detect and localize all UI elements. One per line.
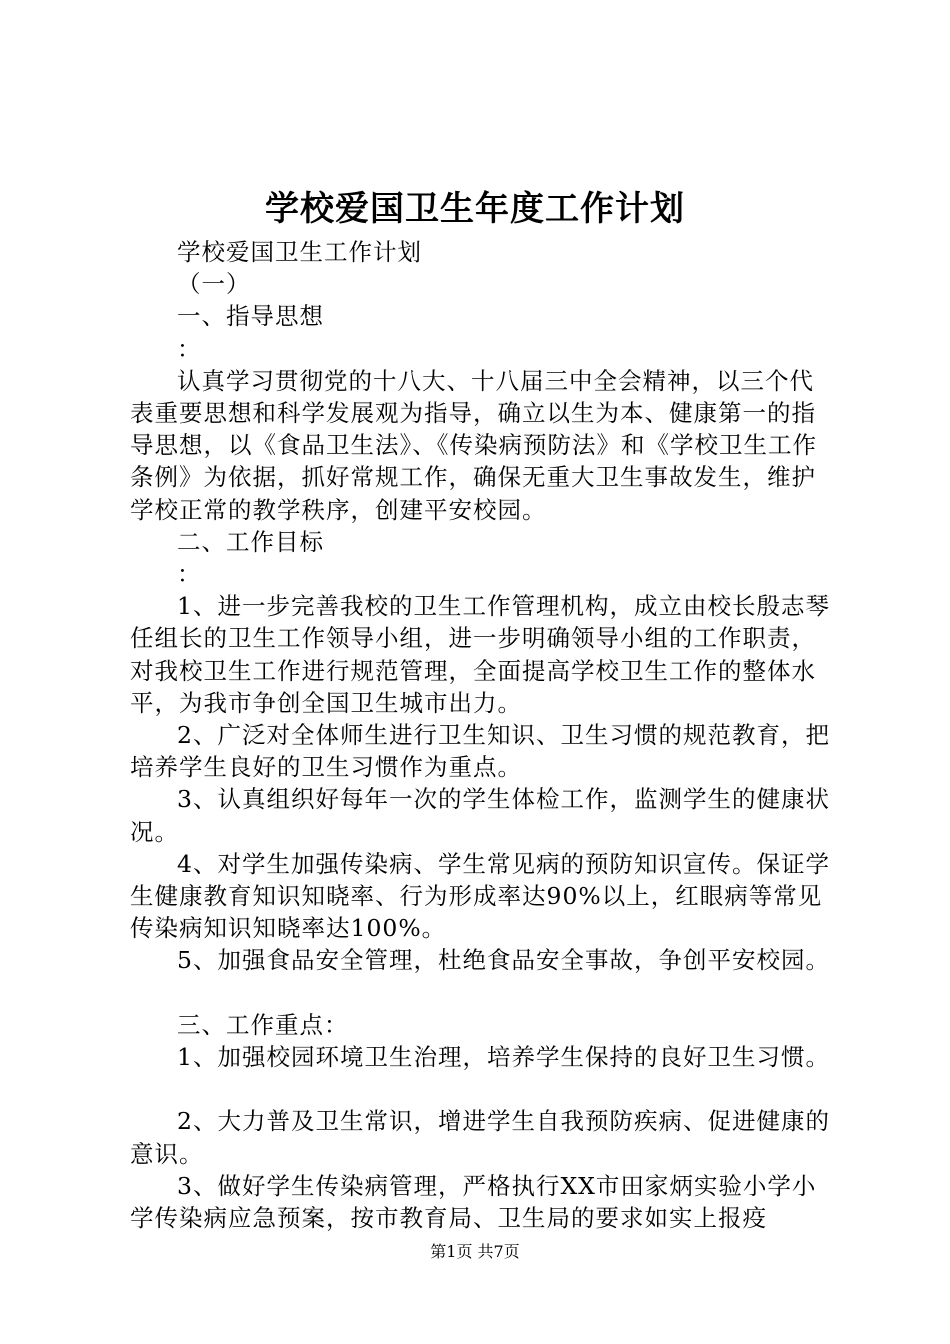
page-footer: 第1页 共7页 [430,1242,520,1261]
blank-line [130,977,832,1009]
blank-line [130,1073,832,1105]
section1-heading: 一、指导思想 [177,302,324,331]
section3-item: 3、做好学生传染病管理，严格执行XX市田家炳实验小学小学传染病应急预案，按市教育局、卫生局的要求如实上报疫 [130,1171,817,1233]
section3-heading: 三、工作重点： [177,1010,349,1039]
section2-item: 5、加强食品安全管理，杜绝食品安全事故，争创平安校园。 [177,946,830,975]
section2-item: 4、对学生加强传染病、学生常见病的预防知识宣传。保证学生健康教育知识知晓率、行为形成率达90%以上，红眼病等常见传染病知识知晓率达100%。 [130,849,830,943]
subtitle: 学校爱国卫生工作计划 [177,238,422,266]
section2-item: 3、认真组织好每年一次的学生体检工作，监测学生的健康状况。 [130,785,830,846]
document-body [130,236,832,1234]
section2-item: 2、广泛对全体师生进行卫生知识、卫生习惯的规范教育，把培养学生良好的卫生习惯作为重点。 [130,721,830,782]
section3-item: 2、大力普及卫生常识，增进学生自我预防疾病、促进健康的意识。 [130,1107,830,1168]
section1-colon: ： [177,334,202,363]
section2-heading: 二、工作目标 [177,527,324,556]
section1-paragraph: 认真学习贯彻党的十八大、十八届三中全会精神，以三个代表重要思想和科学发展观为指导，确立以生为本、健康第一的指导思想，以《食品卫生法》、《传染病预防法》和《学校卫生工作条例》为依据，抓好常规工作，确保无重大卫生事故发生，维护学校正常的教学秩序，创建平安校园。 [130,366,817,524]
section2-colon: ： [177,560,202,589]
section3-item: 1、加强校园环境卫生治理，培养学生保持的良好卫生习惯。 [177,1043,830,1072]
part-number: （一） [177,270,251,299]
section2-item: 1、进一步完善我校的卫生工作管理机构，成立由校长殷志琴任组长的卫生工作领导小组，进一步明确领导小组的工作职责，对我校卫生工作进行规范管理，全面提高学校卫生工作的整体水平，为我市争创全国卫生城市出力。 [130,592,830,717]
document-title: 学校爱国卫生年度工作计划 [265,189,685,229]
